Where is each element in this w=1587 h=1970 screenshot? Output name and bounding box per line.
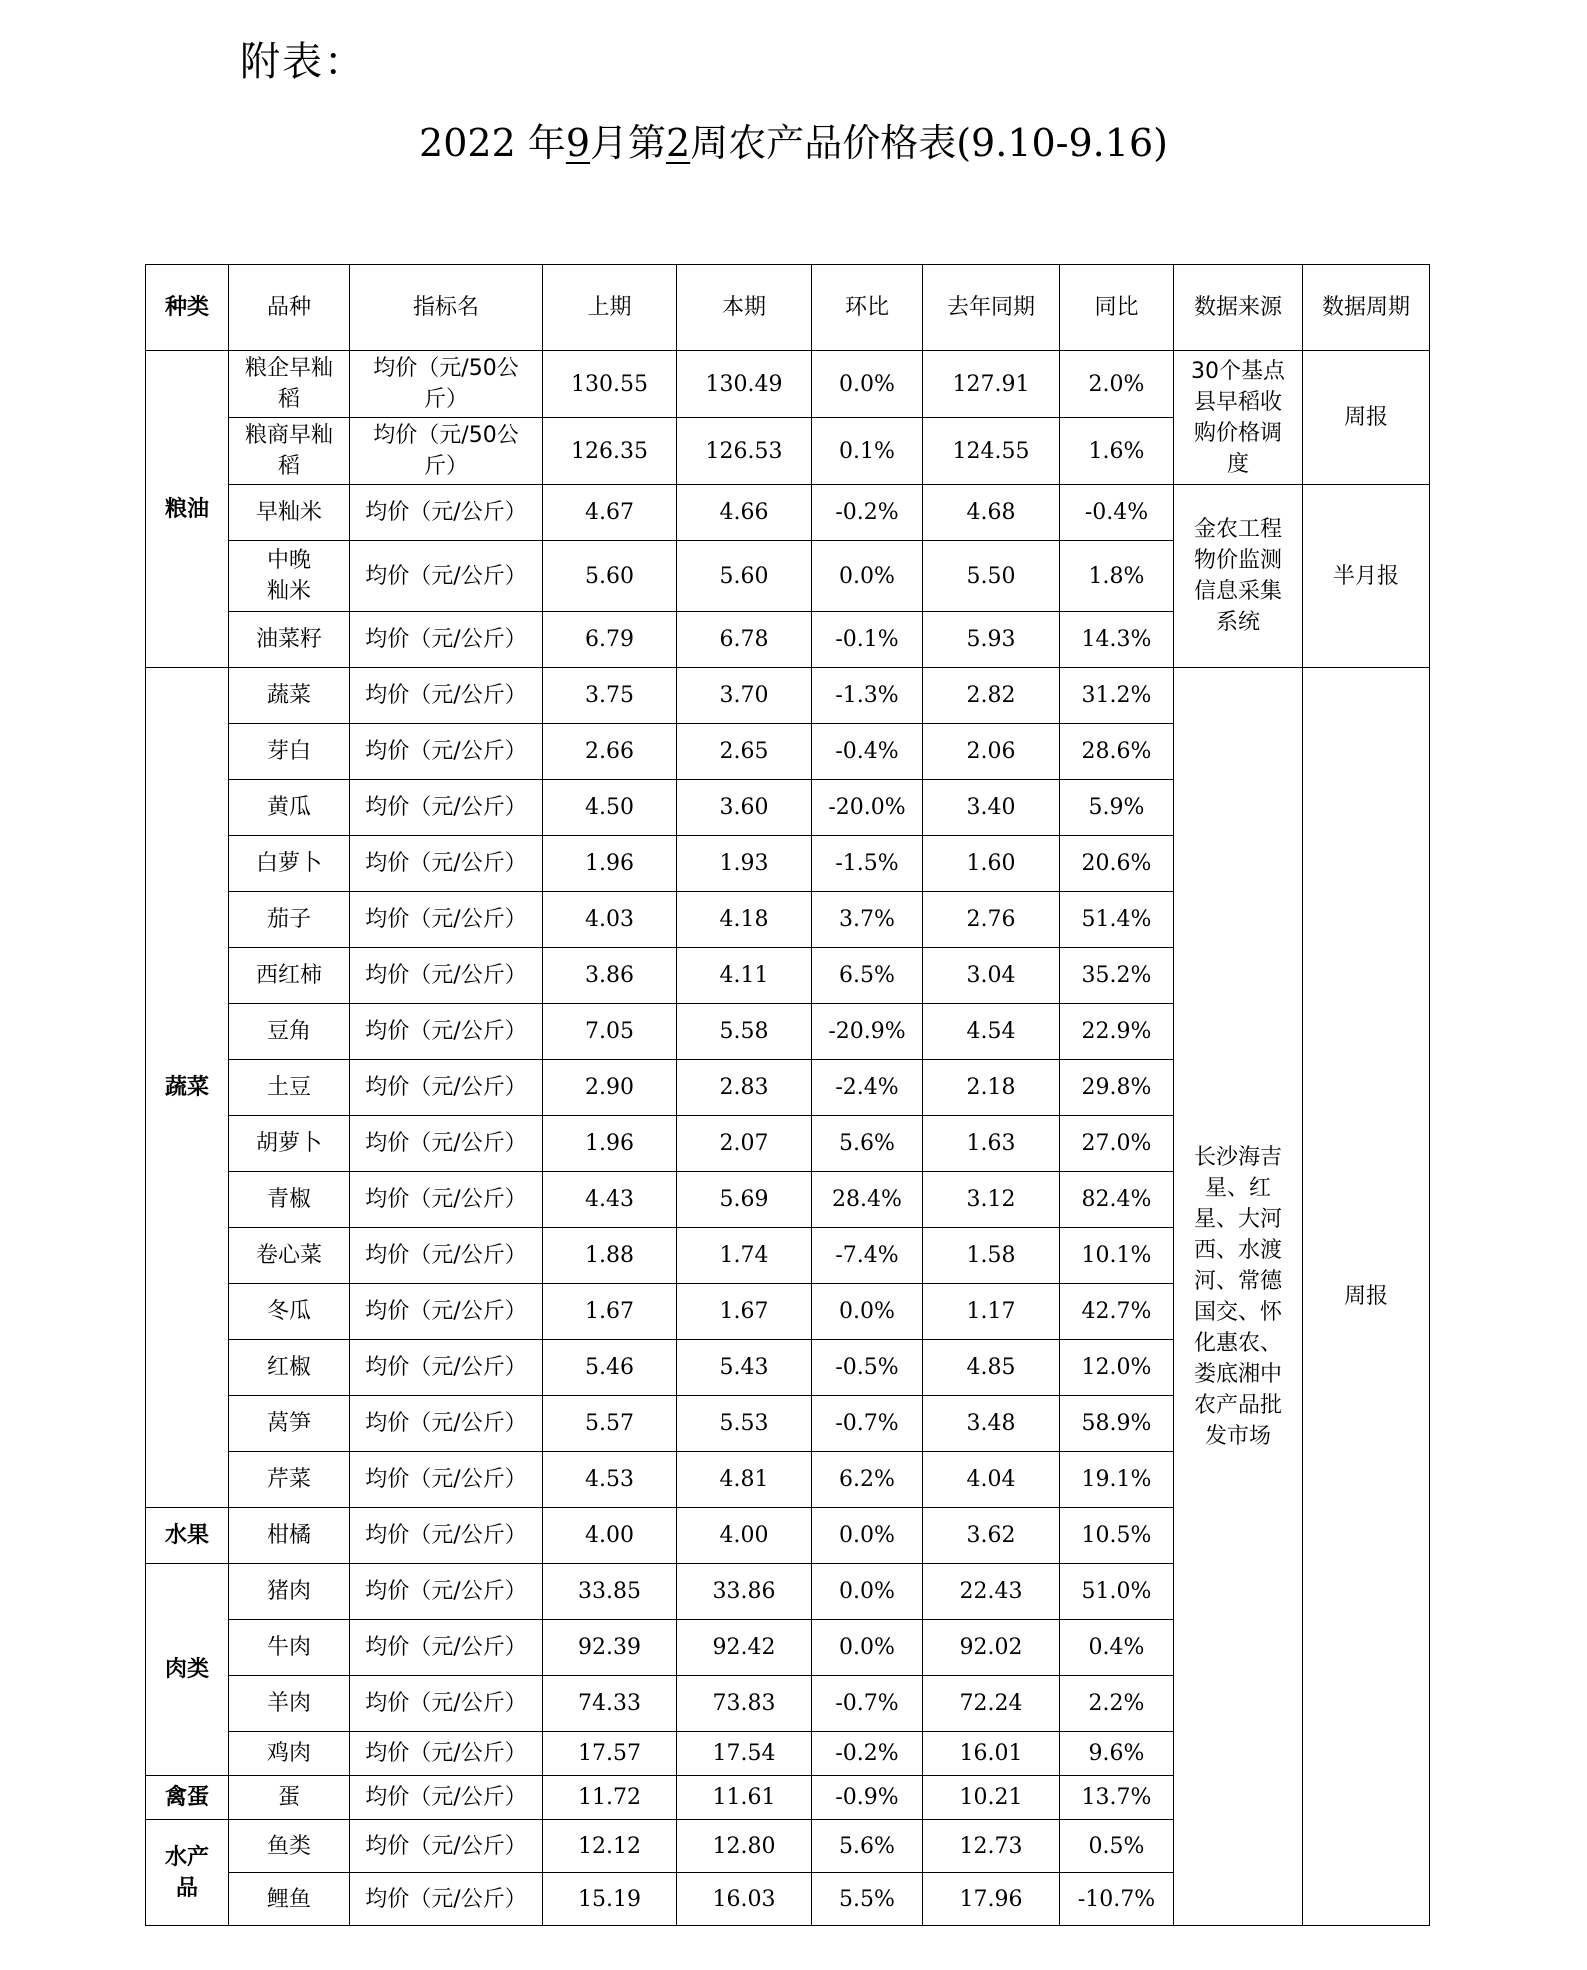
prev-cell: 4.43 <box>543 1172 677 1228</box>
table-row <box>146 668 1430 724</box>
last-year-cell: 4.54 <box>923 1004 1060 1060</box>
curr-cell: 1.67 <box>677 1284 812 1340</box>
last-year-cell: 3.12 <box>923 1172 1060 1228</box>
metric-cell: 均价（元/公斤） <box>350 1284 543 1340</box>
curr-cell: 1.74 <box>677 1228 812 1284</box>
item-cell: 莴笋 <box>229 1396 350 1452</box>
mom-cell: -0.9% <box>812 1776 923 1820</box>
last-year-cell: 124.55 <box>923 418 1060 485</box>
prev-cell: 6.79 <box>543 612 677 668</box>
curr-cell: 33.86 <box>677 1564 812 1620</box>
metric-cell: 均价（元/公斤） <box>350 780 543 836</box>
curr-cell: 5.60 <box>677 541 812 612</box>
metric-cell: 均价（元/50公斤） <box>350 418 543 485</box>
mom-cell: 0.0% <box>812 541 923 612</box>
item-cell: 蔬菜 <box>229 668 350 724</box>
item-cell: 青椒 <box>229 1172 350 1228</box>
prev-cell: 4.50 <box>543 780 677 836</box>
last-year-cell: 5.50 <box>923 541 1060 612</box>
item-cell: 冬瓜 <box>229 1284 350 1340</box>
metric-cell: 均价（元/公斤） <box>350 1732 543 1776</box>
item-cell: 红椒 <box>229 1340 350 1396</box>
period-cell: 周报 <box>1303 351 1430 485</box>
prev-cell: 4.00 <box>543 1508 677 1564</box>
yoy-cell: 27.0% <box>1060 1116 1174 1172</box>
metric-cell: 均价（元/公斤） <box>350 724 543 780</box>
yoy-cell: 22.9% <box>1060 1004 1174 1060</box>
item-cell: 芽白 <box>229 724 350 780</box>
metric-cell: 均价（元/公斤） <box>350 485 543 541</box>
last-year-cell: 5.93 <box>923 612 1060 668</box>
curr-cell: 2.65 <box>677 724 812 780</box>
prev-cell: 4.53 <box>543 1452 677 1508</box>
metric-cell: 均价（元/公斤） <box>350 1340 543 1396</box>
item-cell: 豆角 <box>229 1004 350 1060</box>
metric-cell: 均价（元/公斤） <box>350 1873 543 1926</box>
curr-cell: 5.53 <box>677 1396 812 1452</box>
metric-cell: 均价（元/50公斤） <box>350 351 543 418</box>
mom-cell: -0.2% <box>812 485 923 541</box>
prev-cell: 17.57 <box>543 1732 677 1776</box>
item-cell: 卷心菜 <box>229 1228 350 1284</box>
yoy-cell: 1.8% <box>1060 541 1174 612</box>
mom-cell: 3.7% <box>812 892 923 948</box>
title-prefix: 2022 年 <box>419 121 566 165</box>
item-cell: 猪肉 <box>229 1564 350 1620</box>
yoy-cell: 35.2% <box>1060 948 1174 1004</box>
yoy-cell: 1.6% <box>1060 418 1174 485</box>
curr-cell: 126.53 <box>677 418 812 485</box>
col-header-period: 数据周期 <box>1303 265 1430 351</box>
title-month: 9 <box>565 121 591 165</box>
mom-cell: -7.4% <box>812 1228 923 1284</box>
metric-cell: 均价（元/公斤） <box>350 1172 543 1228</box>
yoy-cell: -0.4% <box>1060 485 1174 541</box>
source-cell: 长沙海吉星、红星、大河西、水渡河、常德国交、怀化惠农、娄底湘中农产品批发市场 <box>1174 668 1303 1926</box>
col-header-yoy: 同比 <box>1060 265 1174 351</box>
yoy-cell: 31.2% <box>1060 668 1174 724</box>
category-cell: 蔬菜 <box>146 668 229 1508</box>
category-cell: 粮油 <box>146 351 229 668</box>
mom-cell: -0.2% <box>812 1732 923 1776</box>
price-table <box>145 264 1430 1926</box>
prev-cell: 3.86 <box>543 948 677 1004</box>
last-year-cell: 4.04 <box>923 1452 1060 1508</box>
mom-cell: -20.0% <box>812 780 923 836</box>
mom-cell: 0.0% <box>812 1284 923 1340</box>
metric-cell: 均价（元/公斤） <box>350 1620 543 1676</box>
mom-cell: 5.6% <box>812 1116 923 1172</box>
yoy-cell: 2.2% <box>1060 1676 1174 1732</box>
mom-cell: 0.1% <box>812 418 923 485</box>
curr-cell: 1.93 <box>677 836 812 892</box>
curr-cell: 6.78 <box>677 612 812 668</box>
curr-cell: 4.11 <box>677 948 812 1004</box>
mom-cell: -1.5% <box>812 836 923 892</box>
col-header-curr: 本期 <box>677 265 812 351</box>
item-cell: 鲤鱼 <box>229 1873 350 1926</box>
curr-cell: 12.80 <box>677 1820 812 1873</box>
item-cell: 牛肉 <box>229 1620 350 1676</box>
mom-cell: 0.0% <box>812 1508 923 1564</box>
item-cell: 胡萝卜 <box>229 1116 350 1172</box>
metric-cell: 均价（元/公斤） <box>350 1228 543 1284</box>
metric-cell: 均价（元/公斤） <box>350 1116 543 1172</box>
item-cell: 粮企早籼稻 <box>229 351 350 418</box>
curr-cell: 5.69 <box>677 1172 812 1228</box>
mom-cell: 5.5% <box>812 1873 923 1926</box>
last-year-cell: 92.02 <box>923 1620 1060 1676</box>
metric-cell: 均价（元/公斤） <box>350 1564 543 1620</box>
last-year-cell: 3.48 <box>923 1396 1060 1452</box>
metric-cell: 均价（元/公斤） <box>350 1060 543 1116</box>
page-title <box>0 112 1587 167</box>
yoy-cell: 12.0% <box>1060 1340 1174 1396</box>
last-year-cell: 4.85 <box>923 1340 1060 1396</box>
col-header-category: 种类 <box>146 265 229 351</box>
table-row <box>146 485 1430 541</box>
last-year-cell: 1.60 <box>923 836 1060 892</box>
item-cell: 西红柿 <box>229 948 350 1004</box>
metric-cell: 均价（元/公斤） <box>350 668 543 724</box>
category-cell: 水产品 <box>146 1820 229 1926</box>
item-cell: 羊肉 <box>229 1676 350 1732</box>
yoy-cell: 58.9% <box>1060 1396 1174 1452</box>
curr-cell: 3.70 <box>677 668 812 724</box>
prev-cell: 1.67 <box>543 1284 677 1340</box>
col-header-source: 数据来源 <box>1174 265 1303 351</box>
last-year-cell: 17.96 <box>923 1873 1060 1926</box>
prev-cell: 15.19 <box>543 1873 677 1926</box>
col-header-last-year: 去年同期 <box>923 265 1060 351</box>
curr-cell: 73.83 <box>677 1676 812 1732</box>
metric-cell: 均价（元/公斤） <box>350 1820 543 1873</box>
last-year-cell: 2.76 <box>923 892 1060 948</box>
last-year-cell: 72.24 <box>923 1676 1060 1732</box>
last-year-cell: 1.58 <box>923 1228 1060 1284</box>
item-cell: 中晚籼米 <box>229 541 350 612</box>
item-cell: 蛋 <box>229 1776 350 1820</box>
yoy-cell: 13.7% <box>1060 1776 1174 1820</box>
mom-cell: 0.0% <box>812 351 923 418</box>
prev-cell: 5.57 <box>543 1396 677 1452</box>
attachment-label: 附表： <box>240 39 366 85</box>
last-year-cell: 1.63 <box>923 1116 1060 1172</box>
prev-cell: 130.55 <box>543 351 677 418</box>
item-cell: 油菜籽 <box>229 612 350 668</box>
mom-cell: 5.6% <box>812 1820 923 1873</box>
item-cell: 白萝卜 <box>229 836 350 892</box>
curr-cell: 16.03 <box>677 1873 812 1926</box>
category-cell: 水果 <box>146 1508 229 1564</box>
yoy-cell: 14.3% <box>1060 612 1174 668</box>
item-cell: 黄瓜 <box>229 780 350 836</box>
prev-cell: 4.67 <box>543 485 677 541</box>
yoy-cell: 51.4% <box>1060 892 1174 948</box>
mom-cell: -0.5% <box>812 1340 923 1396</box>
last-year-cell: 22.43 <box>923 1564 1060 1620</box>
prev-cell: 33.85 <box>543 1564 677 1620</box>
period-cell: 周报 <box>1303 668 1430 1926</box>
metric-cell: 均价（元/公斤） <box>350 1004 543 1060</box>
mom-cell: 0.0% <box>812 1564 923 1620</box>
metric-cell: 均价（元/公斤） <box>350 836 543 892</box>
mom-cell: -20.9% <box>812 1004 923 1060</box>
yoy-cell: -10.7% <box>1060 1873 1174 1926</box>
table-header-row <box>146 265 1430 351</box>
last-year-cell: 3.62 <box>923 1508 1060 1564</box>
source-cell: 30个基点县早稻收购价格调度 <box>1174 351 1303 485</box>
mom-cell: -0.4% <box>812 724 923 780</box>
prev-cell: 12.12 <box>543 1820 677 1873</box>
mom-cell: -0.7% <box>812 1676 923 1732</box>
metric-cell: 均价（元/公斤） <box>350 1396 543 1452</box>
period-cell: 半月报 <box>1303 485 1430 668</box>
prev-cell: 1.96 <box>543 1116 677 1172</box>
mom-cell: -1.3% <box>812 668 923 724</box>
col-header-mom: 环比 <box>812 265 923 351</box>
prev-cell: 2.90 <box>543 1060 677 1116</box>
last-year-cell: 3.40 <box>923 780 1060 836</box>
source-cell: 金农工程物价监测信息采集系统 <box>1174 485 1303 668</box>
yoy-cell: 0.5% <box>1060 1820 1174 1873</box>
last-year-cell: 10.21 <box>923 1776 1060 1820</box>
title-mid: 月第 <box>590 121 667 165</box>
prev-cell: 74.33 <box>543 1676 677 1732</box>
prev-cell: 7.05 <box>543 1004 677 1060</box>
metric-cell: 均价（元/公斤） <box>350 1676 543 1732</box>
mom-cell: 28.4% <box>812 1172 923 1228</box>
item-cell: 柑橘 <box>229 1508 350 1564</box>
curr-cell: 2.07 <box>677 1116 812 1172</box>
yoy-cell: 42.7% <box>1060 1284 1174 1340</box>
prev-cell: 11.72 <box>543 1776 677 1820</box>
yoy-cell: 10.5% <box>1060 1508 1174 1564</box>
curr-cell: 11.61 <box>677 1776 812 1820</box>
yoy-cell: 19.1% <box>1060 1452 1174 1508</box>
yoy-cell: 0.4% <box>1060 1620 1174 1676</box>
curr-cell: 3.60 <box>677 780 812 836</box>
curr-cell: 130.49 <box>677 351 812 418</box>
prev-cell: 5.60 <box>543 541 677 612</box>
last-year-cell: 1.17 <box>923 1284 1060 1340</box>
col-header-item: 品种 <box>229 265 350 351</box>
yoy-cell: 51.0% <box>1060 1564 1174 1620</box>
category-cell: 禽蛋 <box>146 1776 229 1820</box>
yoy-cell: 28.6% <box>1060 724 1174 780</box>
last-year-cell: 4.68 <box>923 485 1060 541</box>
curr-cell: 92.42 <box>677 1620 812 1676</box>
title-week: 2 <box>666 121 691 165</box>
mom-cell: -2.4% <box>812 1060 923 1116</box>
prev-cell: 1.96 <box>543 836 677 892</box>
item-cell: 茄子 <box>229 892 350 948</box>
prev-cell: 1.88 <box>543 1228 677 1284</box>
curr-cell: 4.00 <box>677 1508 812 1564</box>
last-year-cell: 2.18 <box>923 1060 1060 1116</box>
category-cell: 肉类 <box>146 1564 229 1776</box>
curr-cell: 5.43 <box>677 1340 812 1396</box>
item-cell: 土豆 <box>229 1060 350 1116</box>
item-cell: 鸡肉 <box>229 1732 350 1776</box>
metric-cell: 均价（元/公斤） <box>350 1508 543 1564</box>
last-year-cell: 2.82 <box>923 668 1060 724</box>
prev-cell: 4.03 <box>543 892 677 948</box>
yoy-cell: 2.0% <box>1060 351 1174 418</box>
mom-cell: 6.2% <box>812 1452 923 1508</box>
last-year-cell: 12.73 <box>923 1820 1060 1873</box>
curr-cell: 4.81 <box>677 1452 812 1508</box>
curr-cell: 17.54 <box>677 1732 812 1776</box>
prev-cell: 5.46 <box>543 1340 677 1396</box>
item-cell: 早籼米 <box>229 485 350 541</box>
item-cell: 粮商早籼稻 <box>229 418 350 485</box>
prev-cell: 2.66 <box>543 724 677 780</box>
mom-cell: -0.7% <box>812 1396 923 1452</box>
metric-cell: 均价（元/公斤） <box>350 612 543 668</box>
item-cell: 鱼类 <box>229 1820 350 1873</box>
curr-cell: 4.66 <box>677 485 812 541</box>
title-suffix: 周农产品价格表(9.10-9.16) <box>690 121 1168 165</box>
yoy-cell: 82.4% <box>1060 1172 1174 1228</box>
table-row <box>146 351 1430 418</box>
curr-cell: 5.58 <box>677 1004 812 1060</box>
last-year-cell: 2.06 <box>923 724 1060 780</box>
last-year-cell: 127.91 <box>923 351 1060 418</box>
mom-cell: 6.5% <box>812 948 923 1004</box>
item-cell: 芹菜 <box>229 1452 350 1508</box>
metric-cell: 均价（元/公斤） <box>350 892 543 948</box>
prev-cell: 3.75 <box>543 668 677 724</box>
metric-cell: 均价（元/公斤） <box>350 541 543 612</box>
curr-cell: 2.83 <box>677 1060 812 1116</box>
curr-cell: 4.18 <box>677 892 812 948</box>
col-header-metric: 指标名 <box>350 265 543 351</box>
yoy-cell: 20.6% <box>1060 836 1174 892</box>
metric-cell: 均价（元/公斤） <box>350 948 543 1004</box>
metric-cell: 均价（元/公斤） <box>350 1452 543 1508</box>
mom-cell: -0.1% <box>812 612 923 668</box>
metric-cell: 均价（元/公斤） <box>350 1776 543 1820</box>
yoy-cell: 29.8% <box>1060 1060 1174 1116</box>
last-year-cell: 3.04 <box>923 948 1060 1004</box>
prev-cell: 126.35 <box>543 418 677 485</box>
col-header-prev: 上期 <box>543 265 677 351</box>
yoy-cell: 5.9% <box>1060 780 1174 836</box>
mom-cell: 0.0% <box>812 1620 923 1676</box>
yoy-cell: 10.1% <box>1060 1228 1174 1284</box>
prev-cell: 92.39 <box>543 1620 677 1676</box>
yoy-cell: 9.6% <box>1060 1732 1174 1776</box>
last-year-cell: 16.01 <box>923 1732 1060 1776</box>
